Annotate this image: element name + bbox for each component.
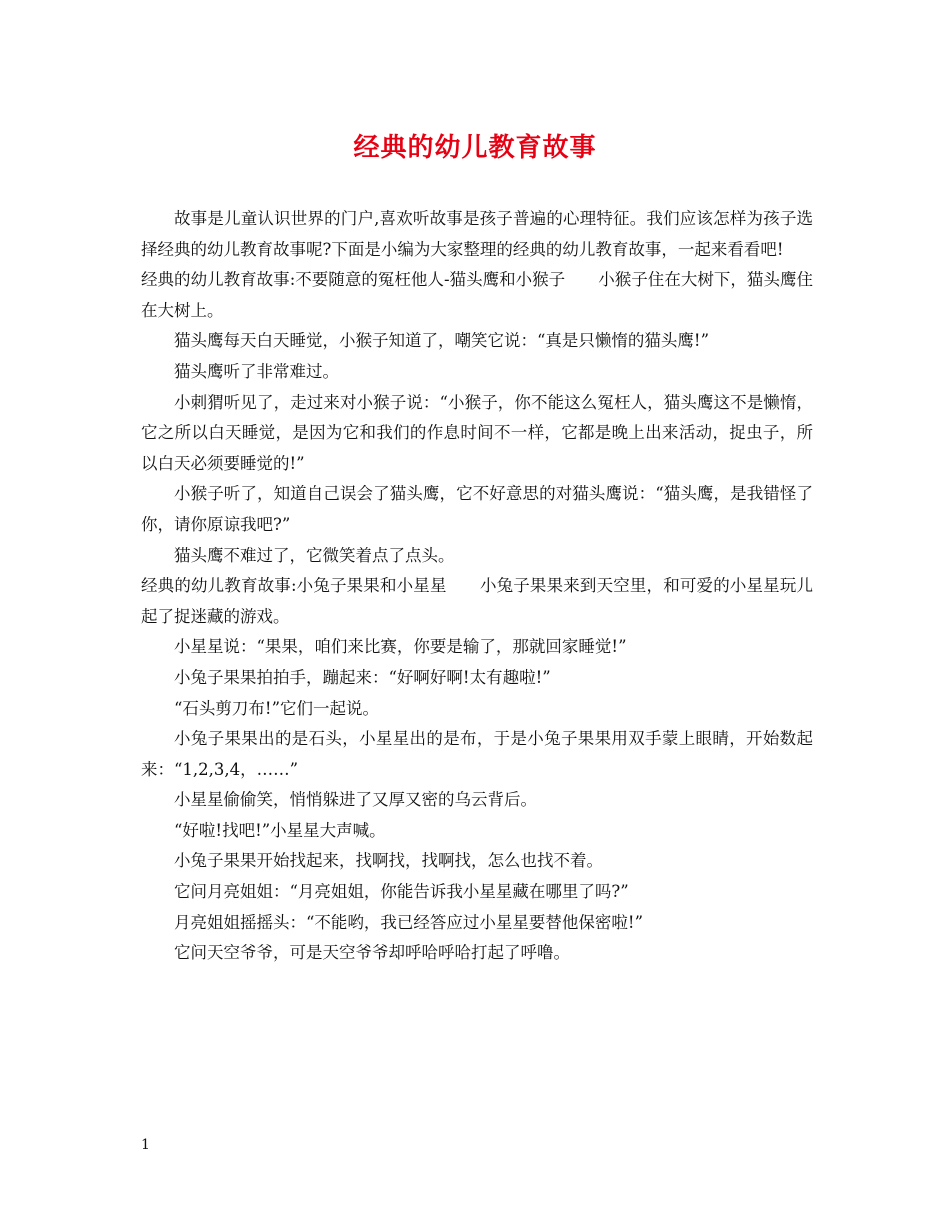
document-title: 经典的幼儿教育故事 bbox=[353, 133, 597, 163]
paragraph: 小兔子果果出的是石头，小星星出的是布，于是小兔子果果用双手蒙上眼睛，开始数起来：“1,2,3,4，……” bbox=[141, 729, 813, 779]
paragraph: 它问天空爷爷，可是天空爷爷却呼哈呼哈打起了呼噜。 bbox=[174, 943, 570, 963]
paragraph: 小兔子果果开始找起来，找啊找，找啊找，怎么也找不着。 bbox=[174, 851, 603, 871]
page-number: 1 bbox=[141, 1137, 150, 1153]
paragraph: 猫头鹰不难过了，它微笑着点了点头。 bbox=[174, 545, 455, 565]
paragraph: “石头剪刀布!”它们一起说。 bbox=[174, 698, 380, 718]
paragraph: 小猴子听了，知道自己误会了猫头鹰，它不好意思的对猫头鹰说：“猫头鹰，是我错怪了你，请你原谅我吧?” bbox=[141, 484, 813, 534]
paragraph: 猫头鹰每天白天睡觉，小猴子知道了，嘲笑它说：“真是只懒惰的猫头鹰!” bbox=[174, 331, 710, 351]
paragraph: 月亮姐姐摇摇头：“不能哟，我已经答应过小星星要替他保密啦!” bbox=[174, 912, 644, 932]
paragraph: 猫头鹰听了非常难过。 bbox=[174, 361, 339, 381]
paragraph: 小星星说：“果果，咱们来比赛，你要是输了，那就回家睡觉!” bbox=[174, 637, 627, 657]
paragraph: 小刺猬听见了，走过来对小猴子说：“小猴子，你不能这么冤枉人，猫头鹰这不是懒惰，它之所以白天睡觉，是因为它和我们的作息时间不一样，它都是晚上出来活动，捉虫子，所以白天必须要睡觉的!” bbox=[141, 392, 813, 473]
document-body bbox=[141, 204, 813, 969]
section-heading-paragraph: 经典的幼儿教育故事:不要随意的冤枉他人-猫头鹰和小猴子 小猴子住在大树下，猫头鹰住在大树上。 bbox=[141, 270, 813, 320]
paragraph: 小兔子果果拍拍手，蹦起来：“好啊好啊!太有趣啦!” bbox=[174, 667, 551, 687]
paragraph: 小星星偷偷笑，悄悄躲进了又厚又密的乌云背后。 bbox=[174, 790, 537, 810]
section-heading-paragraph: 经典的幼儿教育故事:小兔子果果和小星星 小兔子果果来到天空里，和可爱的小星星玩儿起了捉迷藏的游戏。 bbox=[141, 576, 813, 626]
paragraph: “好啦!找吧!”小星星大声喊。 bbox=[174, 820, 386, 840]
paragraph: 它问月亮姐姐：“月亮姐姐，你能告诉我小星星藏在哪里了吗?” bbox=[174, 882, 629, 902]
paragraph: 故事是儿童认识世界的门户,喜欢听故事是孩子普遍的心理特征。我们应该怎样为孩子选择经典的幼儿教育故事呢?下面是小编为大家整理的经典的幼儿教育故事，一起来看看吧! bbox=[141, 209, 813, 259]
